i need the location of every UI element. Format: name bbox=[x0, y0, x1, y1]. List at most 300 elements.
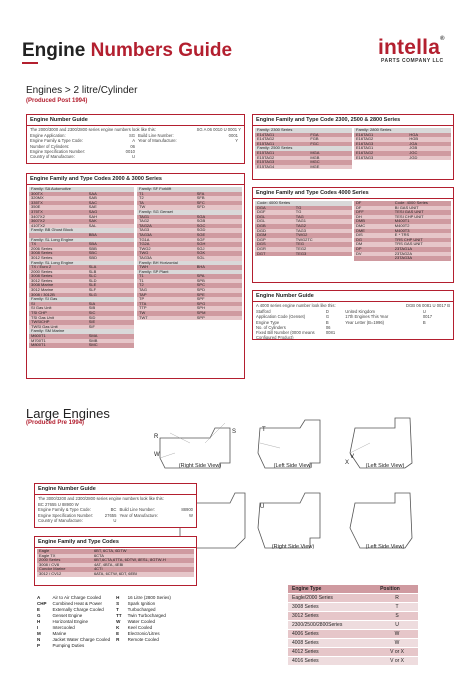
guide-field-label: Year of Manufacture: bbox=[138, 138, 177, 144]
diagram-letter-x: X bbox=[345, 460, 350, 466]
guide-field-value: 06 bbox=[130, 143, 135, 149]
family-model: DIS bbox=[356, 232, 363, 238]
family-2300-col-1 bbox=[255, 128, 352, 169]
family-model: 3008 Marine bbox=[31, 282, 54, 288]
family-model: 410TX2 bbox=[31, 222, 46, 228]
abbreviation-table bbox=[34, 594, 197, 648]
family-code: SAB bbox=[88, 195, 97, 201]
guide-4000-label: Fixed Bill Number (0000 means Configured Product) bbox=[256, 330, 315, 341]
abbrev-code: R bbox=[116, 636, 120, 642]
family-model: DGF bbox=[257, 209, 266, 215]
diagram-letter-r: R bbox=[154, 434, 159, 440]
family-model: E16TAG3 bbox=[356, 154, 374, 160]
diagram-letter-v: V bbox=[350, 454, 355, 460]
guide-4000-list bbox=[253, 309, 453, 340]
family-model: TX bbox=[31, 241, 37, 247]
family-section-header: Family: SG Genset bbox=[137, 210, 242, 215]
family-code: M400T3 bbox=[394, 227, 410, 233]
engine-type-row bbox=[288, 621, 418, 630]
guide-field bbox=[138, 138, 238, 143]
family-model: TAG bbox=[139, 287, 147, 293]
engine-type-row bbox=[288, 612, 418, 621]
family-4000-code-label: Code: 4000 Series bbox=[255, 201, 352, 206]
family-model: TAG3A bbox=[139, 231, 152, 237]
family-code: SMC bbox=[88, 342, 98, 348]
abbrev-code: G bbox=[37, 612, 41, 618]
family-2300-title: Engine Family and Type Code 2300, 2500 & 2800 Series bbox=[253, 115, 453, 126]
family-code: SGA bbox=[196, 213, 206, 219]
guide-4000-value: D bbox=[325, 309, 329, 315]
abbrev-code: E bbox=[37, 606, 41, 612]
guide-4000-row bbox=[256, 330, 450, 340]
diagram-guide-line bbox=[350, 443, 370, 453]
diagram-guide-line bbox=[160, 453, 175, 458]
family-model: 3012 Series bbox=[31, 254, 53, 260]
guide-4000-value: 06 bbox=[325, 324, 331, 330]
diagram-caption-2: (Left Side View) bbox=[273, 463, 313, 469]
family-code: SPC bbox=[196, 282, 205, 288]
family-code: HGA bbox=[409, 131, 419, 137]
family-code: SFD bbox=[196, 204, 205, 210]
large-guide-field bbox=[38, 518, 116, 523]
large-guide-example: BC 27655 U 88900 W bbox=[38, 502, 79, 508]
diagram-4-outline bbox=[258, 493, 320, 548]
family-model: 3607X2 bbox=[31, 218, 45, 224]
family-code: SPA bbox=[196, 273, 205, 279]
abbrev-code: CHP bbox=[37, 600, 47, 606]
guide-4000-value: B bbox=[422, 319, 426, 325]
family-2000-3000-title: Engine Family and Type Codes 2000 & 3000 Series bbox=[27, 174, 244, 185]
family-code: TEG3 bbox=[295, 250, 307, 256]
engine-type-row bbox=[288, 630, 418, 639]
abbrev-row bbox=[34, 642, 174, 648]
family-model: 335TX bbox=[31, 199, 43, 205]
family-model: 2006 Series bbox=[31, 245, 53, 251]
family-model: DME bbox=[356, 227, 365, 233]
diagram-caption-3: (Left Side View) bbox=[365, 463, 405, 469]
diagram-letter-u: U bbox=[260, 504, 265, 510]
abbrev-code: W bbox=[116, 618, 121, 624]
family-model bbox=[354, 256, 393, 261]
family-model: T2 bbox=[139, 195, 144, 201]
large-family-model: Eagle bbox=[39, 548, 50, 553]
engine-position: V or X bbox=[376, 648, 418, 657]
abbrev-meaning: Externally Charge Cooled bbox=[52, 606, 104, 612]
family-model: DGS bbox=[257, 241, 266, 247]
family-model: SI bbox=[31, 300, 35, 306]
diagram-guide-line bbox=[260, 443, 280, 448]
family-code: SPB bbox=[196, 277, 205, 283]
abbrev-row bbox=[34, 606, 174, 612]
page-title: Engine Numbers Guide bbox=[22, 40, 233, 61]
family-model: TWG2 bbox=[139, 245, 151, 251]
large-guide-field-label: Country of Manufacture: bbox=[38, 517, 83, 523]
family-code: SGE bbox=[196, 231, 206, 237]
family-model: TG1A bbox=[139, 236, 150, 242]
family-code: SAH bbox=[88, 213, 97, 219]
family-code: SLA bbox=[88, 264, 97, 270]
guide-left-list bbox=[30, 133, 135, 159]
engine-type-name: 4008 Series bbox=[288, 639, 376, 648]
family-code: SAL bbox=[88, 222, 97, 228]
abbrev-meaning: Twin Turbocharged bbox=[127, 612, 166, 618]
guide-4000-intro: A 4000 series engine number look like this: bbox=[256, 303, 336, 308]
family-code: SBB bbox=[88, 245, 97, 251]
large-guide-left bbox=[38, 507, 116, 523]
family-model: 2000 Series bbox=[31, 268, 53, 274]
family-model: DF bbox=[356, 204, 362, 210]
large-family-model: 3008 / CV8 bbox=[39, 561, 60, 567]
family-model: TP bbox=[139, 296, 145, 302]
guide-4000-label: Year Letter (B=1996) bbox=[345, 319, 385, 325]
engine-type-row bbox=[288, 657, 418, 666]
family-row bbox=[255, 252, 352, 257]
family-section-header: Family: BH Horizontal bbox=[137, 261, 242, 266]
family-code: SFA bbox=[196, 190, 205, 196]
family-code: SID bbox=[88, 314, 96, 320]
engine-type-header: Position bbox=[376, 585, 418, 594]
diagram-letter-t: T bbox=[262, 427, 266, 433]
abbrev-meaning: Intercooled bbox=[52, 624, 75, 630]
family-2000-3000-box bbox=[26, 173, 245, 379]
guide-4000-value: U bbox=[422, 309, 426, 315]
family-code: TG bbox=[295, 204, 302, 210]
family-model: DP bbox=[356, 245, 362, 251]
family-model: DGP bbox=[257, 236, 266, 242]
family-model: E15TAG1 bbox=[257, 140, 275, 146]
abbrev-code: E bbox=[116, 630, 120, 636]
family-code: SMB bbox=[88, 337, 98, 343]
large-family-box bbox=[34, 536, 197, 586]
family-2300-col-2 bbox=[354, 128, 451, 169]
family-model: E15TAG1 bbox=[257, 149, 275, 155]
family-model: TAG1 bbox=[139, 213, 150, 219]
family-code: SPF bbox=[196, 296, 205, 302]
family-model: TWSI Gas Unit bbox=[31, 323, 58, 329]
guide-box-title: Engine Number Guide bbox=[27, 115, 244, 126]
engine-type-header-row bbox=[288, 585, 418, 594]
family-code: SFB bbox=[196, 195, 205, 201]
engine-position: W bbox=[376, 639, 418, 648]
large-family-model: 2000 Series bbox=[39, 557, 61, 563]
family-code: TG bbox=[295, 209, 302, 215]
family-code: SBD bbox=[88, 254, 97, 260]
guide-field-value: A bbox=[132, 138, 135, 144]
family-model: 3012 Series bbox=[31, 277, 53, 283]
guide-4000-label: Application Code (Genset) bbox=[256, 314, 306, 320]
family-row bbox=[29, 343, 134, 348]
diagram-caption-5: (Left Side View) bbox=[365, 544, 405, 550]
guide-intro: The 2000/3000 and 2300/2800 series engine numbers look like this: bbox=[30, 127, 156, 132]
large-engines-sub: (Produced Pre 1994) bbox=[26, 420, 85, 426]
family-code: TRS GAS UNIT bbox=[394, 241, 423, 247]
abbrev-meaning: 16 Litre (2800 Series) bbox=[127, 594, 171, 600]
diagram-3-outline bbox=[350, 418, 412, 468]
family-model: TSI Gas Unit bbox=[31, 314, 54, 320]
family-model: M700T1 bbox=[31, 337, 46, 343]
family-code: SGL bbox=[196, 254, 205, 260]
family-code: SAK bbox=[88, 218, 97, 224]
family-code: TAG2 bbox=[295, 222, 306, 228]
engine-type-row bbox=[288, 639, 418, 648]
engine-position: V or X bbox=[376, 657, 418, 666]
family-code: SLD bbox=[88, 277, 97, 283]
family-model: TWH bbox=[139, 264, 149, 270]
family-code: TESI CHP UNIT bbox=[394, 213, 424, 219]
family-row bbox=[137, 316, 242, 321]
family-code: SPP bbox=[196, 314, 205, 320]
family-code: 23TAG1A bbox=[394, 245, 413, 251]
family-row bbox=[255, 165, 352, 170]
large-engines-heading: Large Engines bbox=[26, 406, 110, 421]
family-code: JGD bbox=[409, 154, 418, 160]
family-code: BI GAS UNIT bbox=[394, 204, 419, 210]
family-code: M400T1 bbox=[394, 218, 410, 224]
family-section-header: Family: SL Long Engine bbox=[29, 261, 134, 266]
family-4000-col-1 bbox=[255, 206, 352, 257]
family-model: TWSICHP bbox=[31, 319, 50, 325]
family-col-1 bbox=[29, 187, 134, 348]
family-model: 350E bbox=[31, 204, 41, 210]
family-code: SGF bbox=[196, 236, 205, 242]
family-code: SGK bbox=[196, 250, 206, 256]
family-code: TEG2 bbox=[295, 245, 307, 251]
engine-position: T bbox=[376, 603, 418, 612]
engine-position: U bbox=[376, 621, 418, 630]
family-model: E16TAG1 bbox=[356, 145, 374, 151]
large-family-codes: 4AT, 4BTA, 4EBI bbox=[93, 561, 124, 567]
family-code: MGB bbox=[310, 154, 320, 160]
large-guide-field-value: 88900 bbox=[181, 507, 193, 513]
family-code: SMA bbox=[88, 333, 98, 338]
intella-logo: intella® bbox=[378, 36, 445, 59]
large-family-model: Eagle TX bbox=[39, 552, 56, 558]
abbrev-code: H bbox=[116, 594, 120, 600]
family-code: SIA bbox=[88, 300, 96, 306]
family-section-header: Family: 2500 Series bbox=[255, 146, 352, 151]
family-code: SBA bbox=[88, 241, 97, 247]
family-4000-box bbox=[252, 187, 454, 283]
family-model: T1 bbox=[139, 190, 144, 196]
engine-type-name: 3012 Series bbox=[288, 612, 376, 621]
guide-right-list bbox=[138, 133, 238, 159]
guide-field-value: 0010 bbox=[125, 148, 135, 154]
family-model: DM bbox=[356, 241, 363, 247]
family-section-header: Family: 2300 Series bbox=[255, 128, 352, 133]
abbrev-meaning: Electronic/Litres bbox=[127, 630, 160, 636]
family-section-header: Family: SM Marine bbox=[29, 329, 134, 334]
guide-4000-value: 0081 bbox=[325, 330, 336, 336]
guide-4000-label: No. of Cylinders bbox=[256, 324, 286, 330]
guide-4000-value: 0017 bbox=[422, 314, 433, 320]
abbrev-code: K bbox=[116, 624, 120, 630]
abbrev-meaning: Jacket Water Charge Cooled bbox=[52, 636, 111, 642]
engine-type-row bbox=[288, 648, 418, 657]
engine-type-name: 4006 Series bbox=[288, 630, 376, 639]
abbrev-meaning: Water Cooled bbox=[127, 618, 155, 624]
family-code: JGC bbox=[409, 149, 418, 155]
large-family-model: Condor Marine bbox=[39, 566, 66, 572]
abbrev-meaning: Spark Ignition bbox=[127, 600, 156, 606]
family-code: SGH bbox=[196, 241, 206, 247]
family-model: 300TX bbox=[31, 190, 43, 196]
family-model: T1 bbox=[139, 277, 144, 283]
family-code: MGC bbox=[310, 159, 320, 165]
diagram-5-outline bbox=[350, 493, 412, 548]
engine-type-name: 4012 Series bbox=[288, 648, 376, 657]
engine-type-name: 2300/2500/2800Series bbox=[288, 621, 376, 630]
family-code: SGC bbox=[196, 222, 206, 228]
family-model: 3008 / 3012B bbox=[31, 291, 55, 297]
family-model: TG2A bbox=[139, 241, 150, 247]
family-model: TAP bbox=[139, 291, 147, 297]
family-code: MGA bbox=[310, 149, 320, 155]
family-model: 320MX bbox=[31, 195, 44, 201]
large-guide-field-value: U bbox=[113, 517, 117, 523]
engine-number-guide-4000 bbox=[252, 290, 454, 340]
family-section-header: Family: SP Plant bbox=[137, 270, 242, 275]
diagram-guide-line bbox=[205, 423, 225, 443]
diagram-1-outline bbox=[160, 428, 230, 468]
family-section-header: Family: SI Gas bbox=[29, 297, 134, 302]
family-code: TAG bbox=[295, 213, 304, 219]
large-family-title: Engine Family and Type Codes bbox=[35, 537, 196, 548]
large-guide-field bbox=[119, 513, 193, 518]
guide-field-value: U bbox=[131, 154, 135, 160]
family-model: DMC bbox=[356, 222, 366, 228]
abbrev-meaning: Remote Cooled bbox=[127, 636, 159, 642]
family-model: DMB bbox=[356, 218, 365, 224]
guide-4000-label: 17th Engines This Year bbox=[345, 314, 389, 320]
family-code: TAG3 bbox=[295, 227, 306, 233]
title-underline bbox=[22, 62, 38, 64]
family-model: DF bbox=[356, 200, 362, 205]
small-engines-sub: (Produced Post 1994) bbox=[26, 98, 88, 104]
abbrev-code bbox=[113, 642, 125, 648]
family-row bbox=[354, 256, 451, 261]
family-code: TESI GAS UNIT bbox=[394, 209, 424, 215]
guide-4000-label: Engine Type bbox=[256, 319, 280, 325]
large-family-model: 3012 / CV12 bbox=[39, 570, 62, 576]
family-section-header: Family: SA Automotive bbox=[29, 187, 134, 192]
abbrev-code: T bbox=[116, 606, 119, 612]
family-model: TW bbox=[139, 204, 146, 210]
family-code: SLG bbox=[88, 291, 97, 297]
guide-field-value: Y bbox=[235, 138, 238, 144]
large-guide-field-value: W bbox=[189, 512, 193, 518]
family-model: TWG bbox=[139, 250, 149, 256]
family-model: TW bbox=[139, 310, 146, 316]
family-model: TTA bbox=[139, 300, 147, 306]
family-model: TSI CHP bbox=[31, 310, 47, 316]
diagram-letter-s: S bbox=[232, 429, 237, 435]
family-code: SGB bbox=[196, 218, 206, 224]
large-family-codes: 4CTI bbox=[93, 566, 103, 572]
family-model: TAG3 bbox=[139, 227, 150, 233]
family-4000-title: Engine Family and Type Codes 4000 Series bbox=[253, 188, 453, 199]
family-model: 3012 Marine bbox=[31, 287, 54, 293]
family-code: BBA bbox=[88, 231, 97, 237]
large-guide-field-label: Engine Specification Number: bbox=[38, 512, 94, 518]
abbrev-meaning: Horizontal Engine bbox=[52, 618, 89, 624]
large-guide-intro: The 3000/3200 and 2300/2800 series engine numbers look like this: bbox=[38, 496, 164, 501]
family-code: FGC bbox=[310, 140, 319, 146]
family-model: DH bbox=[356, 213, 362, 219]
family-model: E15TAG3 bbox=[257, 159, 275, 165]
family-code: SLF bbox=[88, 287, 97, 293]
large-guide-title: Engine Number Guide bbox=[35, 484, 196, 495]
family-code: SPH bbox=[196, 305, 205, 311]
large-guide-field-value: BC bbox=[110, 507, 117, 513]
family-model: TTP bbox=[139, 305, 147, 311]
large-family-codes: 6BT, 6CTA, 6DTW bbox=[93, 548, 127, 553]
abbrev-meaning: Keel Cooled bbox=[127, 624, 153, 630]
large-family-codes: 6ATA, 6CTW, 6DT, 6EBI bbox=[93, 570, 137, 576]
family-model: T2 bbox=[139, 282, 144, 288]
family-code: SAA bbox=[88, 190, 97, 196]
family-model: E16TAG3 bbox=[356, 140, 374, 146]
abbrev-meaning: Combined Heat & Power bbox=[52, 600, 103, 606]
large-family-list bbox=[35, 548, 196, 578]
family-model: T1 bbox=[139, 273, 144, 279]
guide-field-label: Engine Family & Type Code: bbox=[30, 138, 83, 144]
family-code: JGA bbox=[409, 140, 418, 146]
family-code: SFC bbox=[196, 199, 205, 205]
diagram-letter-w: W bbox=[154, 452, 160, 458]
family-code: FGA bbox=[310, 131, 319, 137]
guide-field-value: SG bbox=[128, 133, 135, 139]
guide-4000-title: Engine Number Guide bbox=[253, 291, 453, 302]
family-code: SPG bbox=[196, 300, 206, 306]
engine-position: W bbox=[376, 630, 418, 639]
family-model: TAG3A bbox=[139, 254, 152, 260]
engine-number-guide-box bbox=[26, 114, 245, 164]
family-model: M600T1 bbox=[31, 333, 46, 338]
family-code: SGJ bbox=[196, 245, 205, 251]
large-guide-right bbox=[119, 507, 193, 523]
engine-type-name: 3008 Series bbox=[288, 603, 376, 612]
guide-field-value: 0001 bbox=[228, 133, 238, 139]
family-model: DGM bbox=[257, 232, 267, 238]
family-code: SPD bbox=[196, 287, 205, 293]
family-model: E16TAG1 bbox=[356, 131, 374, 137]
family-section-header: Family: BB Ghost Block bbox=[29, 228, 134, 233]
abbrev-meaning: Pumping Duties bbox=[52, 642, 85, 648]
family-model: 375TX bbox=[31, 208, 43, 214]
family-model: DGA bbox=[257, 204, 266, 210]
diagram-caption-4: (Right Side View) bbox=[271, 544, 315, 550]
guide-field-label: Country of Manufacture: bbox=[30, 154, 75, 160]
guide-4000-label: Stafford bbox=[256, 309, 271, 315]
family-model: TWT bbox=[139, 314, 148, 320]
guide-4000-label bbox=[345, 330, 423, 340]
family-code: M400T2 bbox=[394, 222, 410, 228]
family-code: SAG bbox=[88, 208, 98, 214]
abbrev-code: TT bbox=[116, 612, 122, 618]
diagram-2-outline bbox=[258, 420, 320, 468]
family-code: TWG2 bbox=[295, 232, 308, 238]
family-model: E15TAG4 bbox=[257, 163, 275, 169]
family-code: Code: 4000 Series bbox=[394, 200, 428, 205]
abbrev-meaning: Marine bbox=[52, 630, 67, 636]
family-code: JGB bbox=[409, 145, 418, 151]
family-model: 3008 Series bbox=[31, 273, 53, 279]
family-code: SLC bbox=[88, 273, 97, 279]
large-family-codes: 6BT,6CTA,6TTA, 6DTW, 8ESL, 8GTW-H bbox=[93, 557, 166, 563]
guide-4000-value: B bbox=[325, 319, 329, 325]
engine-type-row bbox=[288, 594, 418, 603]
family-code: SBC bbox=[88, 250, 97, 256]
